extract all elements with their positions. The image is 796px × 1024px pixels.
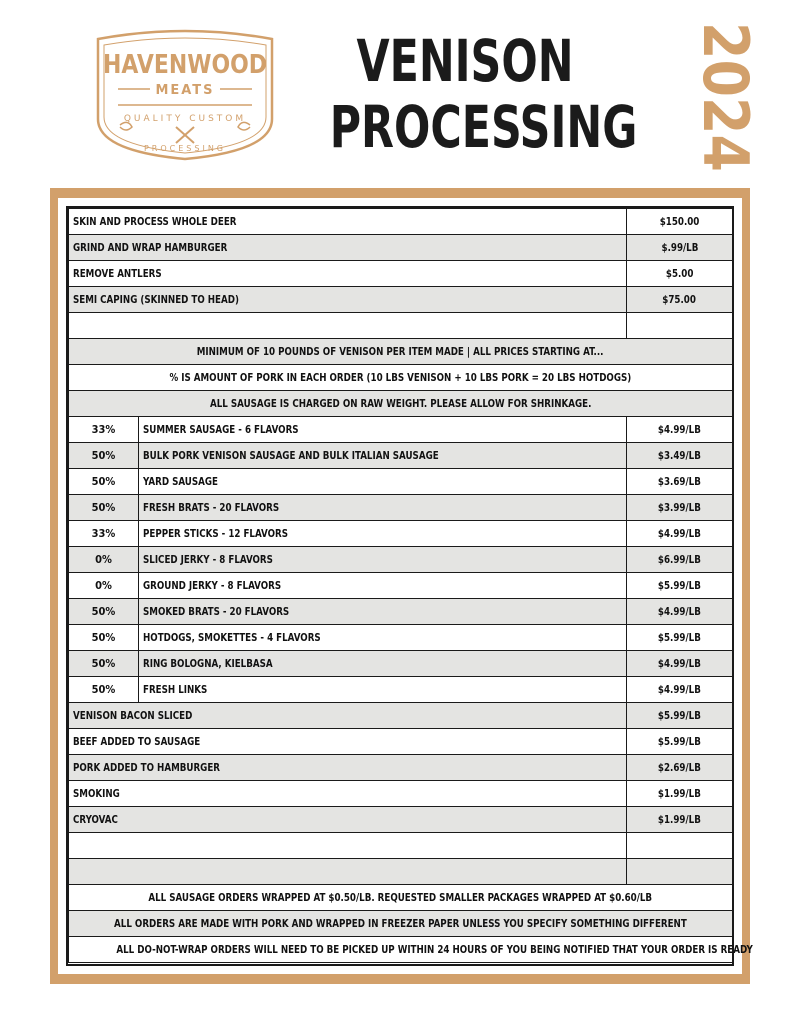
sausage-label: FRESH BRATS - 20 FLAVORS [143, 501, 280, 514]
sausage-price: $4.99/LB [658, 683, 701, 696]
table-row [69, 807, 733, 833]
extra-price: $5.99/LB [658, 709, 701, 722]
table-row [69, 495, 733, 521]
empty-row [69, 859, 733, 885]
logo-tagline: QUALITY CUSTOM [123, 114, 247, 124]
extra-price: $1.99/LB [658, 787, 701, 800]
footer-row [69, 911, 733, 937]
table-row [69, 521, 733, 547]
sausage-price: $5.99/LB [658, 631, 701, 644]
logo-sub: MEATS [155, 83, 215, 98]
pork-pct: 0% [69, 573, 139, 599]
table-row [69, 287, 733, 313]
note-raw-weight: ALL SAUSAGE IS CHARGED ON RAW WEIGHT. PLEASE ALLOW FOR SHRINKAGE. [209, 397, 592, 410]
pork-pct: 50% [69, 677, 139, 703]
sausage-price: $5.99/LB [658, 579, 701, 592]
table-row [69, 781, 733, 807]
cleaver-icon [176, 127, 194, 143]
pork-pct: 50% [69, 651, 139, 677]
sausage-label: YARD SAUSAGE [143, 475, 218, 488]
table-row [69, 547, 733, 573]
year-label [640, 22, 762, 195]
table-row [69, 677, 733, 703]
table-row [69, 261, 733, 287]
sausage-price: $3.49/LB [658, 449, 701, 462]
note-pork-pct: % IS AMOUNT OF PORK IN EACH ORDER (10 LBS VENISON + 10 LBS PORK = 20 LBS HOTDOGS) [169, 371, 632, 384]
sausage-label: SMOKED BRATS - 20 FLAVORS [143, 605, 290, 618]
pork-pct: 33% [69, 417, 139, 443]
extra-label: CRYOVAC [73, 813, 118, 826]
sausage-price: $3.99/LB [658, 501, 701, 514]
table-row [69, 755, 733, 781]
sausage-label: SUMMER SAUSAGE - 6 FLAVORS [143, 423, 299, 436]
sausage-label: BULK PORK VENISON SAUSAGE AND BULK ITALIAN SAUSAGE [143, 449, 439, 462]
footer-pickup-note: ALL DO-NOT-WRAP ORDERS WILL NEED TO BE PICKED UP WITHIN 24 HOURS OF YOU BEING NOTIFIED THAT YOUR ORDER IS READY [116, 943, 753, 956]
extra-price: $2.69/LB [658, 761, 701, 774]
pork-pct: 50% [69, 495, 139, 521]
sausage-label: GROUND JERKY - 8 FLAVORS [143, 579, 282, 592]
service-label: SEMI CAPING (SKINNED TO HEAD) [73, 293, 239, 306]
sausage-price: $6.99/LB [658, 553, 701, 566]
title-line-1: VENISON [356, 27, 574, 95]
pork-pct: 0% [69, 547, 139, 573]
note-minimum: MINIMUM OF 10 POUNDS OF VENISON PER ITEM MADE | ALL PRICES STARTING AT... [197, 345, 604, 358]
extra-label: BEEF ADDED TO SAUSAGE [73, 735, 201, 748]
note-row [69, 391, 733, 417]
sausage-label: SLICED JERKY - 8 FLAVORS [143, 553, 273, 566]
sausage-label: PEPPER STICKS - 12 FLAVORS [143, 527, 289, 540]
service-price: $75.00 [662, 293, 697, 306]
logo-bottom: PROCESSING [143, 144, 227, 153]
table-row [69, 651, 733, 677]
price-table [68, 208, 753, 963]
table-row [69, 625, 733, 651]
sausage-label: RING BOLOGNA, KIELBASA [143, 657, 273, 670]
sausage-label: FRESH LINKS [143, 683, 208, 696]
note-row [69, 339, 733, 365]
footer-row [69, 885, 733, 911]
sausage-price: $3.69/LB [658, 475, 701, 488]
note-row [69, 365, 733, 391]
service-price: $.99/LB [661, 241, 698, 254]
logo-brand: HAVENWOOD [103, 50, 267, 80]
extra-label: PORK ADDED TO HAMBURGER [73, 761, 220, 774]
sausage-price: $4.99/LB [658, 423, 701, 436]
extra-label: SMOKING [73, 787, 120, 800]
year-text: 2024 [689, 22, 762, 195]
table-row [69, 469, 733, 495]
page-title [329, 27, 638, 161]
pork-pct: 50% [69, 469, 139, 495]
table-row [69, 417, 733, 443]
footer-row [69, 937, 733, 963]
sausage-price: $4.99/LB [658, 527, 701, 540]
table-row [69, 573, 733, 599]
service-label: REMOVE ANTLERS [73, 267, 162, 280]
service-label: GRIND AND WRAP HAMBURGER [73, 241, 228, 254]
empty-row [69, 833, 733, 859]
pork-pct: 50% [69, 625, 139, 651]
pork-pct: 33% [69, 521, 139, 547]
extra-price: $1.99/LB [658, 813, 701, 826]
sausage-price: $4.99/LB [658, 657, 701, 670]
empty-row [69, 313, 733, 339]
footer-wrap-note: ALL SAUSAGE ORDERS WRAPPED AT $0.50/LB. REQUESTED SMALLER PACKAGES WRAPPED AT $0.60/LB [148, 891, 653, 904]
extra-label: VENISON BACON SLICED [73, 709, 193, 722]
table-row [69, 209, 733, 235]
table-row [69, 703, 733, 729]
sausage-label: HOTDOGS, SMOKETTES - 4 FLAVORS [143, 631, 321, 644]
service-price: $5.00 [665, 267, 694, 280]
pork-pct: 50% [69, 443, 139, 469]
pork-pct: 50% [69, 599, 139, 625]
extra-price: $5.99/LB [658, 735, 701, 748]
table-row [69, 235, 733, 261]
havenwood-logo [90, 27, 280, 162]
table-row [69, 599, 733, 625]
footer-pork-note: ALL ORDERS ARE MADE WITH PORK AND WRAPPED IN FREEZER PAPER UNLESS YOU SPECIFY SOMETHING DIFFERENT [114, 917, 687, 930]
table-row [69, 443, 733, 469]
service-label: SKIN AND PROCESS WHOLE DEER [73, 215, 237, 228]
title-line-2: PROCESSING [329, 93, 638, 161]
table-row [69, 729, 733, 755]
sausage-price: $4.99/LB [658, 605, 701, 618]
service-price: $150.00 [659, 215, 700, 228]
price-table-wrap [66, 206, 753, 966]
